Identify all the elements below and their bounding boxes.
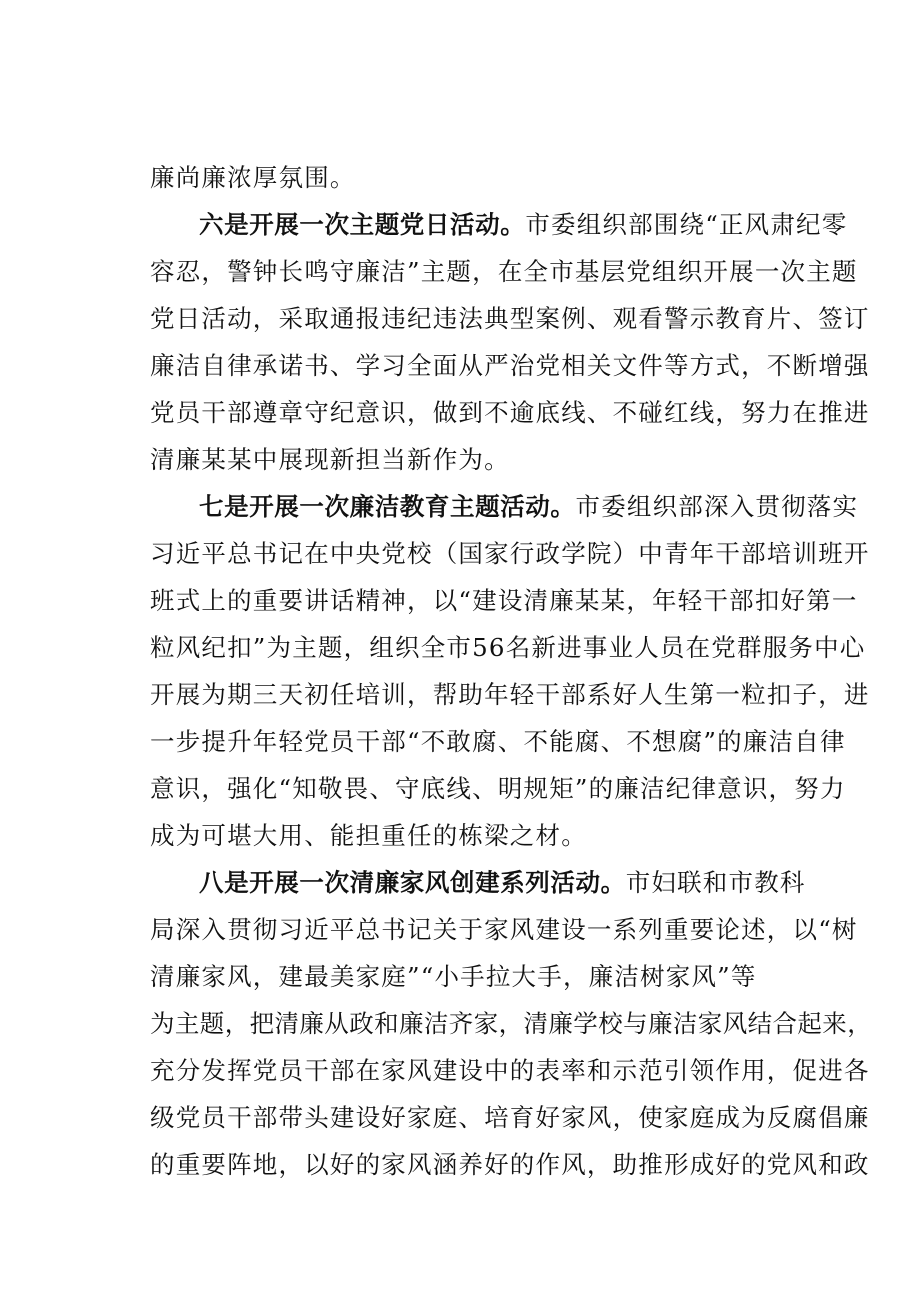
paragraph-line: 级党员干部带头建设好家庭、培育好家风，使家庭成为反腐倡廉 [150,1103,870,1132]
paragraph-line: 开展为期三天初任培训，帮助年轻干部系好人生第一粒扣子，进 [150,680,870,709]
paragraph-line: 班式上的重要讲话精神，以“建设清廉某某，年轻干部扣好第一 [150,586,858,615]
paragraph-line: 廉洁自律承诺书、学习全面从严治党相关文件等方式，不断增强 [150,351,870,380]
paragraph-6 [199,210,848,239]
paragraph-line: 局深入贯彻习近平总书记关于家风建设一系列重要论述，以“树 [150,915,858,944]
paragraph-text: 市委组织部深入贯彻落实 [575,492,859,521]
paragraph-line: 一步提升年轻党员干部“不敢腐、不能腐、不想腐”的廉洁自律 [150,727,846,756]
paragraph-line: 廉尚廉浓厚氛围。 [150,163,356,192]
paragraph-7 [199,492,859,521]
paragraph-heading: 八是开展一次清廉家风创建系列活动。 [199,868,626,897]
paragraph-line: 充分发挥党员干部在家风建设中的表率和示范引领作用，促进各 [150,1056,870,1085]
paragraph-line: 清廉家风，建最美家庭”“小手拉大手，廉洁树家风”等 [150,962,757,991]
paragraph-heading: 六是开展一次主题党日活动。 [199,210,526,239]
paragraph-line: 容忍，警钟长鸣守廉洁”主题，在全市基层党组织开展一次主题 [150,257,858,286]
paragraph-line: 粒风纪扣”为主题，组织全市56名新进事业人员在党群服务中心 [150,633,866,662]
paragraph-line: 成为可堪大用、能担重任的栋梁之材。 [150,821,587,850]
paragraph-heading: 七是开展一次廉洁教育主题活动。 [199,492,576,521]
paragraph-line: 党员干部遵章守纪意识，做到不逾底线、不碰红线，努力在推进 [150,398,870,427]
paragraph-line: 意识，强化“知敬畏、守底线、明规矩”的廉洁纪律意识，努力 [150,774,846,803]
paragraph-text: 市妇联和市教科 [625,868,806,897]
paragraph-line: 党日活动，采取通报违纪违法典型案例、观看警示教育片、签订 [150,304,870,333]
paragraph-line: 的重要阵地，以好的家风涵养好的作风，助推形成好的党风和政 [150,1150,870,1179]
paragraph-line: 习近平总书记在中央党校（国家行政学院）中青年干部培训班开 [150,539,870,568]
paragraph-line: 清廉某某中展现新担当新作为。 [150,445,510,474]
paragraph-text: 市委组织部围绕“正风肃纪零 [525,210,848,239]
paragraph-8 [199,868,806,897]
paragraph-line: 为主题，把清廉从政和廉洁齐家，清廉学校与廉洁家风结合起来， [150,1009,873,1038]
